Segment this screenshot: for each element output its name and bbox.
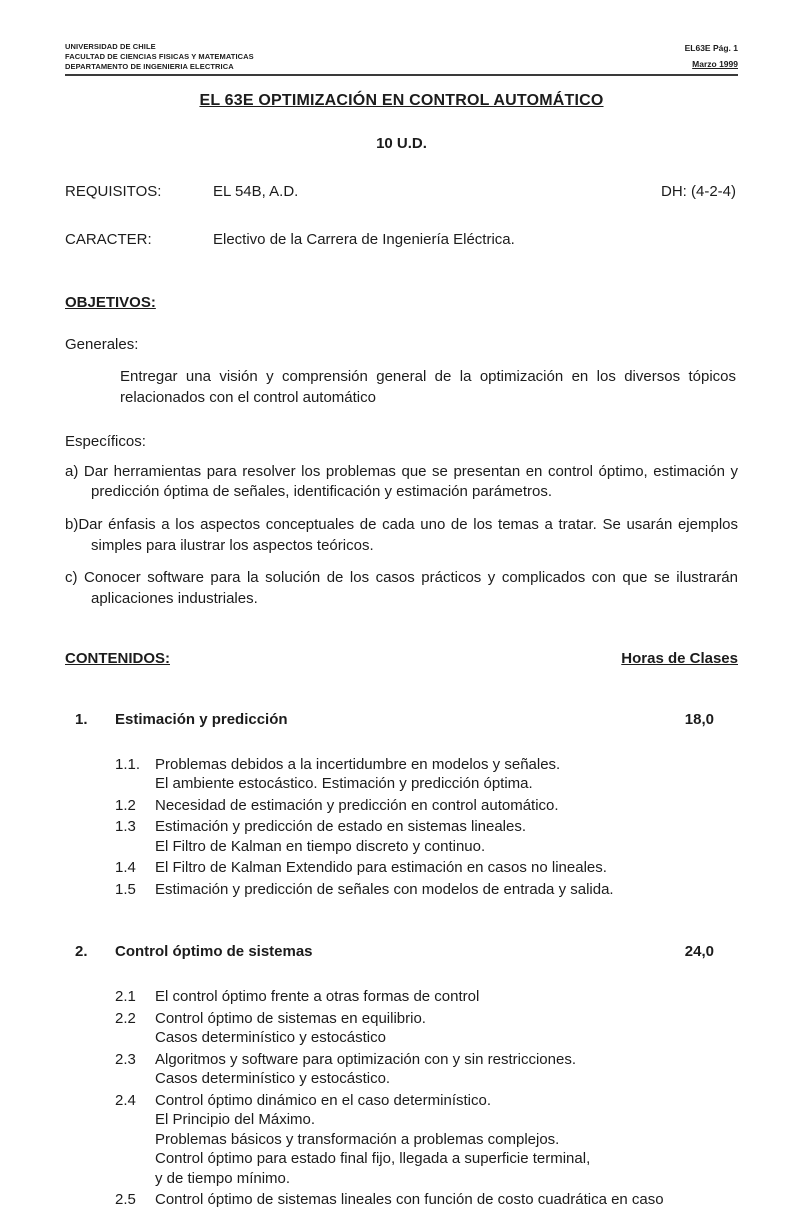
item-text xyxy=(155,817,738,856)
section-1-items xyxy=(65,755,738,900)
letterhead-university: UNIVERSIDAD DE CHILE xyxy=(65,41,156,51)
section-hours: 24,0 xyxy=(684,943,714,961)
item-text xyxy=(155,858,738,878)
hours-heading: Horas de Clases xyxy=(621,649,738,667)
generales-label: Generales: xyxy=(65,336,139,354)
item-line: El ambiente estocástico. Estimación y predicción óptima. xyxy=(155,775,533,793)
page-header xyxy=(65,40,738,76)
course-code-page: EL63E Pág. 1 xyxy=(684,43,738,53)
section-title: Control óptimo de sistemas xyxy=(115,943,313,961)
item-number: 1.2 xyxy=(115,796,136,814)
item-line: Estimación y predicción de estado en sistemas lineales. xyxy=(155,818,527,836)
requisitos-row xyxy=(65,183,738,200)
item-text xyxy=(155,1091,738,1189)
content-item xyxy=(65,817,738,856)
letterhead-department: DEPARTAMENTO DE INGENIERIA ELECTRICA xyxy=(65,62,234,72)
item-line: Problemas debidos a la incertidumbre en modelos y señales. xyxy=(155,755,561,773)
objetivo-item-c: c) Conocer software para la solución de los casos prácticos y complicados con que se ilustrarán aplicaciones industriales. xyxy=(65,569,738,608)
page-reference xyxy=(685,40,738,72)
content-item xyxy=(65,755,738,794)
item-number: 1.5 xyxy=(115,880,136,898)
section-title: Estimación y predicción xyxy=(115,710,288,728)
item-line: Estimación y predicción de señales con modelos de entrada y salida. xyxy=(155,880,614,898)
item-line: Necesidad de estimación y predicción en control automático. xyxy=(155,796,559,814)
section-hours: 18,0 xyxy=(684,710,714,728)
item-number: 1.1. xyxy=(115,755,141,773)
content-section-1 xyxy=(65,711,738,728)
course-title: EL 63E OPTIMIZACIÓN EN CONTROL AUTOMÁTICO xyxy=(199,92,604,110)
item-number: 2.5 xyxy=(115,1191,136,1209)
item-number: 1.4 xyxy=(115,859,136,877)
item-line: El Filtro de Kalman en tiempo discreto y continuo. xyxy=(155,837,486,855)
item-text xyxy=(155,1050,738,1089)
item-line: Control óptimo dinámico en el caso determinístico. xyxy=(155,1091,491,1109)
item-line: Control óptimo de sistemas en equilibrio. xyxy=(155,1009,426,1027)
letterhead-faculty: FACULTAD DE CIENCIAS FISICAS Y MATEMATICAS xyxy=(65,52,254,62)
content-item xyxy=(65,987,738,1007)
content-item xyxy=(65,1009,738,1048)
objetivos-heading: OBJETIVOS: xyxy=(65,294,156,312)
item-line: Casos determinístico y estocástico xyxy=(155,1029,386,1047)
content-item xyxy=(65,858,738,878)
item-number: 2.4 xyxy=(115,1091,136,1109)
dh-value: DH: (4-2-4) xyxy=(660,183,736,201)
requisitos-value: EL 54B, A.D. xyxy=(213,183,299,201)
requisitos-label: REQUISITOS: xyxy=(65,183,162,201)
content-item xyxy=(65,1050,738,1089)
item-text xyxy=(155,1009,738,1048)
item-line: El control óptimo frente a otras formas de control xyxy=(155,988,480,1006)
item-text xyxy=(155,796,738,816)
item-text xyxy=(155,1190,738,1210)
caracter-row xyxy=(65,231,738,248)
letterhead xyxy=(65,42,254,72)
item-line: El Filtro de Kalman Extendido para estimación en casos no lineales. xyxy=(155,859,607,877)
item-text xyxy=(155,987,738,1007)
content-item xyxy=(65,1091,738,1189)
item-number: 2.3 xyxy=(115,1050,136,1068)
item-line: Control óptimo de sistemas lineales con función de costo cuadrática en caso xyxy=(155,1191,664,1209)
item-line: y de tiempo mínimo. xyxy=(155,1169,291,1187)
document-date: Marzo 1999 xyxy=(692,59,738,70)
section-2-items xyxy=(65,987,738,1210)
contenidos-heading: CONTENIDOS: xyxy=(65,649,170,667)
item-line: Control óptimo para estado final fijo, llegada a superficie terminal, xyxy=(155,1150,591,1168)
content-item xyxy=(65,880,738,900)
item-number: 2.1 xyxy=(115,988,136,1006)
course-units: 10 U.D. xyxy=(376,135,427,153)
item-text xyxy=(155,880,738,900)
especificos-label: Específicos: xyxy=(65,432,146,450)
section-number: 1. xyxy=(75,710,88,728)
content-section-2 xyxy=(65,943,738,960)
generales-paragraph: Entregar una visión y comprensión general de la optimización en los diversos tópicos relacionados con el control automático xyxy=(120,368,736,406)
item-number: 1.3 xyxy=(115,818,136,836)
contenidos-heading-row xyxy=(65,650,738,667)
caracter-value: Electivo de la Carrera de Ingeniería Eléctrica. xyxy=(213,231,515,249)
item-line: Algoritmos y software para optimización con y sin restricciones. xyxy=(155,1050,576,1068)
caracter-label: CARACTER: xyxy=(65,231,152,249)
content-item xyxy=(65,1190,738,1210)
content-item xyxy=(65,796,738,816)
item-line: Casos determinístico y estocástico. xyxy=(155,1070,391,1088)
item-line: El Principio del Máximo. xyxy=(155,1111,316,1129)
item-number: 2.2 xyxy=(115,1009,136,1027)
objetivo-item-a: a) Dar herramientas para resolver los problemas que se presentan en control óptimo, estimación y predicción óptima de señales, identificación y estimación parámetros. xyxy=(65,462,738,501)
item-text xyxy=(155,755,738,794)
section-number: 2. xyxy=(75,943,88,961)
objetivo-item-b: b)Dar énfasis a los aspectos conceptuales de cada uno de los temas a tratar. Se usarán ejemplos simples para ilustrar los aspectos teóricos. xyxy=(65,516,738,554)
item-line: Problemas básicos y transformación a problemas complejos. xyxy=(155,1130,560,1148)
